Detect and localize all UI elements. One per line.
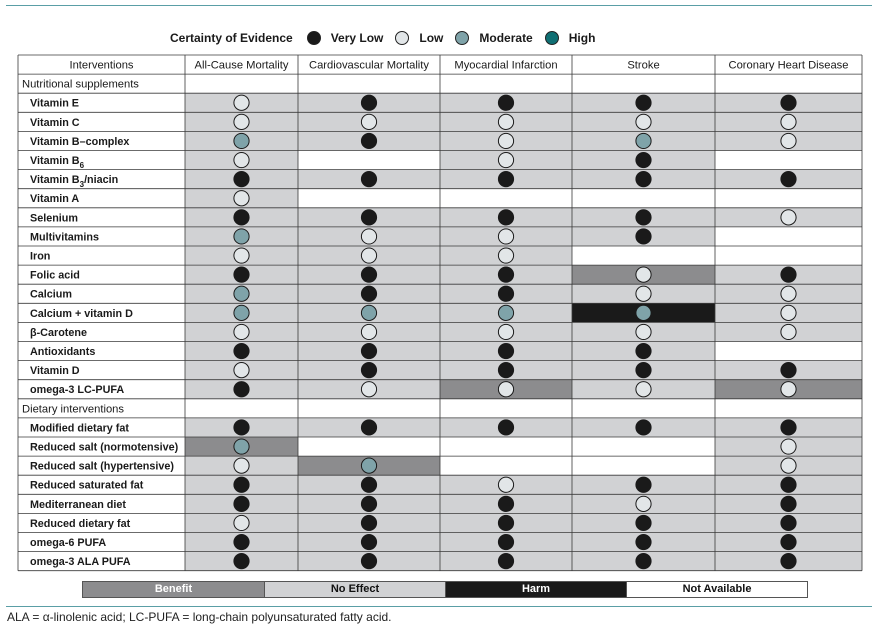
certainty-marker <box>234 286 249 301</box>
column-header: Coronary Heart Disease <box>728 59 849 72</box>
certainty-marker <box>781 286 796 301</box>
legend-title: Certainty of Evidence <box>170 31 293 45</box>
certainty-marker <box>781 534 796 549</box>
certainty-marker <box>636 496 651 511</box>
key-harm: Harm <box>445 582 626 597</box>
certainty-marker <box>781 305 796 320</box>
column-header: Myocardial Infarction <box>454 59 558 72</box>
certainty-marker <box>781 420 796 435</box>
row-label: Reduced salt (hypertensive) <box>30 460 175 473</box>
effect-cell <box>715 189 862 208</box>
certainty-marker <box>361 267 376 282</box>
certainty-marker <box>234 152 249 167</box>
certainty-marker <box>234 420 249 435</box>
key-not-available: Not Available <box>626 582 807 597</box>
certainty-marker <box>781 210 796 225</box>
row-label: Vitamin E <box>30 97 80 110</box>
certainty-marker <box>781 363 796 378</box>
row-label: Reduced dietary fat <box>30 517 131 530</box>
certainty-marker <box>361 515 376 530</box>
certainty-marker <box>636 172 651 187</box>
effect-cell <box>440 437 572 456</box>
legend-label-low: Low <box>419 31 444 45</box>
certainty-marker <box>636 515 651 530</box>
certainty-marker <box>234 477 249 492</box>
certainty-marker <box>234 95 249 110</box>
certainty-marker <box>498 343 513 358</box>
certainty-marker <box>361 534 376 549</box>
effect-cell <box>440 456 572 475</box>
certainty-marker <box>361 554 376 569</box>
row-label: omega-3 ALA PUFA <box>30 556 131 569</box>
certainty-marker <box>498 286 513 301</box>
certainty-marker <box>498 267 513 282</box>
row-label: Calcium <box>30 288 73 301</box>
certainty-marker <box>234 210 249 225</box>
row-label: Reduced salt (normotensive) <box>30 441 179 454</box>
certainty-marker <box>234 191 249 206</box>
row-label: omega-3 LC-PUFA <box>30 384 125 397</box>
effect-cell <box>298 189 440 208</box>
certainty-marker <box>498 496 513 511</box>
column-header: All-Cause Mortality <box>194 59 289 72</box>
effect-cell <box>715 342 862 361</box>
certainty-marker <box>361 363 376 378</box>
certainty-marker <box>361 324 376 339</box>
certainty-marker <box>636 420 651 435</box>
certainty-marker <box>234 458 249 473</box>
certainty-marker <box>636 554 651 569</box>
certainty-marker <box>636 114 651 129</box>
effect-cell <box>572 189 715 208</box>
certainty-marker <box>781 382 796 397</box>
certainty-marker <box>781 496 796 511</box>
certainty-marker <box>636 229 651 244</box>
effect-cell <box>715 227 862 246</box>
certainty-marker <box>234 515 249 530</box>
section-title: Nutritional supplements <box>22 78 139 91</box>
legend-label-high: High <box>568 31 596 45</box>
row-label: β-Carotene <box>30 326 87 339</box>
certainty-marker <box>234 534 249 549</box>
certainty-marker <box>636 133 651 148</box>
certainty-marker <box>234 382 249 397</box>
section-title: Dietary interventions <box>22 403 124 416</box>
row-label: Vitamin A <box>30 193 80 206</box>
row-label: Vitamin D <box>30 365 80 378</box>
certainty-marker <box>361 420 376 435</box>
certainty-marker <box>361 172 376 187</box>
row-label: Antioxidants <box>30 346 96 358</box>
row-label: Reduced saturated fat <box>30 479 144 492</box>
row-label: Vitamin $B_3$/niacin <box>30 174 119 190</box>
legend-label-moderate: Moderate <box>479 31 533 45</box>
column-header: Interventions <box>69 59 134 72</box>
certainty-marker <box>636 210 651 225</box>
certainty-marker <box>781 458 796 473</box>
effect-cell <box>572 437 715 456</box>
certainty-marker <box>234 114 249 129</box>
row-label: Multivitamins <box>30 231 99 244</box>
effect-cell <box>572 246 715 265</box>
bottom-rule <box>6 606 872 607</box>
certainty-marker <box>361 343 376 358</box>
footnote: ALA = α-linolenic acid; LC-PUFA = long-chain polyunsaturated fatty acid. <box>7 610 392 624</box>
column-header: Cardiovascular Mortality <box>309 59 429 72</box>
row-label: Folic acid <box>30 269 80 282</box>
certainty-marker <box>234 267 249 282</box>
row-label: Iron <box>30 250 51 263</box>
certainty-marker <box>361 286 376 301</box>
certainty-marker <box>234 248 249 263</box>
certainty-marker <box>234 229 249 244</box>
certainty-marker <box>636 286 651 301</box>
certainty-marker <box>636 382 651 397</box>
certainty-marker <box>636 477 651 492</box>
certainty-marker <box>498 515 513 530</box>
certainty-marker <box>498 152 513 167</box>
certainty-marker <box>361 95 376 110</box>
certainty-marker <box>498 229 513 244</box>
certainty-marker <box>781 554 796 569</box>
certainty-marker <box>361 477 376 492</box>
certainty-marker <box>636 324 651 339</box>
row-label: Vitamin C <box>30 116 80 129</box>
certainty-marker <box>234 554 249 569</box>
certainty-marker <box>234 305 249 320</box>
certainty-marker <box>781 114 796 129</box>
certainty-marker <box>234 133 249 148</box>
certainty-marker <box>234 324 249 339</box>
certainty-marker <box>361 458 376 473</box>
certainty-marker <box>361 133 376 148</box>
certainty-marker <box>498 114 513 129</box>
effect-key <box>82 581 808 598</box>
row-label: Calcium + vitamin D <box>30 307 133 320</box>
certainty-marker <box>361 382 376 397</box>
certainty-marker <box>361 229 376 244</box>
certainty-marker <box>498 210 513 225</box>
certainty-marker <box>498 305 513 320</box>
certainty-marker <box>234 343 249 358</box>
certainty-marker <box>781 515 796 530</box>
row-label: Modified dietary fat <box>30 422 129 435</box>
certainty-marker <box>234 496 249 511</box>
certainty-marker <box>498 477 513 492</box>
certainty-marker <box>234 363 249 378</box>
certainty-marker <box>781 172 796 187</box>
certainty-marker <box>234 439 249 454</box>
row-label: omega-6 PUFA <box>30 537 107 549</box>
certainty-marker <box>781 477 796 492</box>
certainty-marker <box>498 382 513 397</box>
certainty-marker <box>498 363 513 378</box>
effect-cell <box>572 456 715 475</box>
certainty-marker <box>498 420 513 435</box>
certainty-marker <box>636 95 651 110</box>
certainty-marker <box>234 172 249 187</box>
certainty-marker <box>361 305 376 320</box>
certainty-marker <box>361 114 376 129</box>
certainty-marker <box>781 95 796 110</box>
certainty-marker <box>498 324 513 339</box>
certainty-marker <box>636 152 651 167</box>
certainty-marker <box>781 439 796 454</box>
row-label: Mediterranean diet <box>30 498 126 511</box>
effect-cell <box>715 246 862 265</box>
effect-cell <box>440 189 572 208</box>
column-header: Stroke <box>627 59 660 72</box>
legend-label-very-low: Very Low <box>330 31 384 45</box>
certainty-marker <box>361 210 376 225</box>
certainty-marker <box>498 172 513 187</box>
certainty-marker <box>636 363 651 378</box>
key-no-effect: No Effect <box>264 582 445 597</box>
certainty-marker <box>498 133 513 148</box>
certainty-marker <box>498 534 513 549</box>
key-benefit: Benefit <box>83 582 264 597</box>
certainty-marker <box>781 267 796 282</box>
effect-cell <box>715 151 862 170</box>
certainty-marker <box>498 554 513 569</box>
certainty-marker <box>361 248 376 263</box>
certainty-marker <box>636 343 651 358</box>
certainty-marker <box>498 248 513 263</box>
certainty-marker <box>636 305 651 320</box>
row-label: Vitamin $B_6$ <box>30 155 85 170</box>
certainty-marker <box>361 496 376 511</box>
row-label: Vitamin B–complex <box>30 135 130 148</box>
effect-cell <box>298 437 440 456</box>
row-label: Selenium <box>30 212 79 225</box>
certainty-marker <box>636 267 651 282</box>
certainty-marker <box>781 324 796 339</box>
certainty-marker <box>636 534 651 549</box>
certainty-marker <box>498 95 513 110</box>
certainty-marker <box>781 133 796 148</box>
effect-cell <box>298 151 440 170</box>
